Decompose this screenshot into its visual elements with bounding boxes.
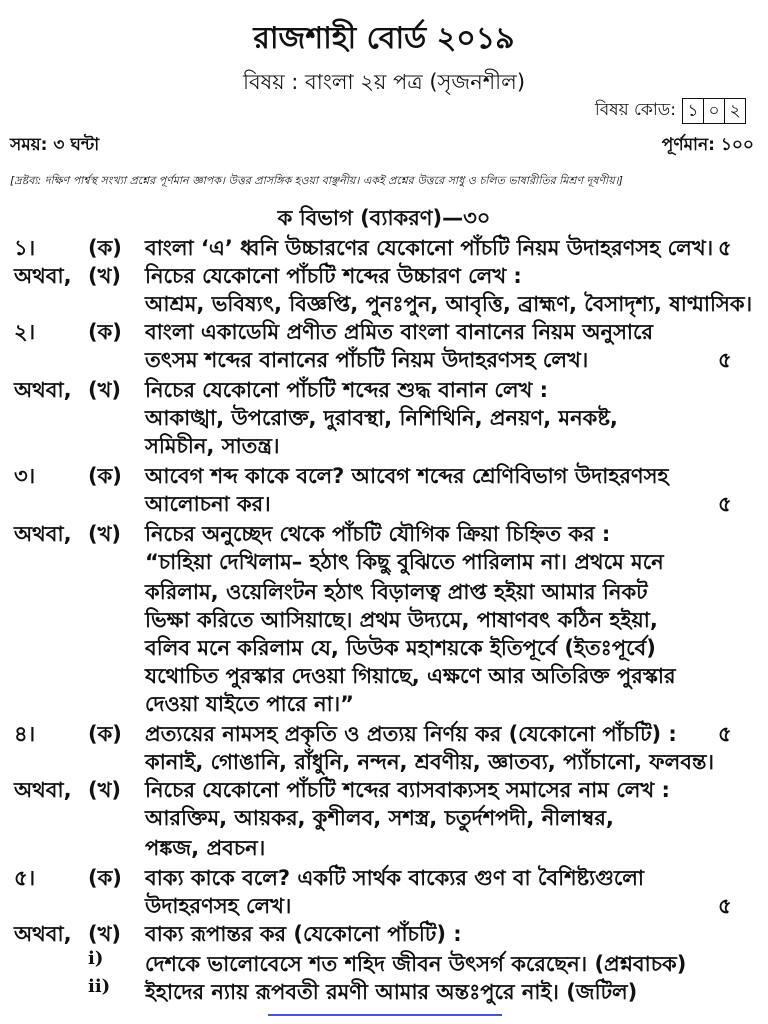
question-number: ১। bbox=[14, 236, 36, 260]
part-label: (ক) bbox=[88, 320, 122, 344]
word-list: সমিচীন, সাতন্ত্র। bbox=[145, 434, 280, 458]
subject-code-boxes bbox=[682, 98, 746, 124]
item-text: ইহাদের ন্যায় রূপবতী রমণী আমার অন্তঃপুরে নাই। (জটিল) bbox=[145, 980, 638, 1004]
passage-text: ভিক্ষা করিতে আসিয়াছে। প্রথম উদ্যমে, পাষাণবৎ কঠিন হইয়া, bbox=[145, 608, 658, 632]
question-text: বাক্য রূপান্তর কর (যেকোনো পাঁচটি) : bbox=[145, 922, 462, 946]
subject-code-label: বিষয় কোড: bbox=[594, 100, 676, 120]
part-label: (খ) bbox=[88, 264, 121, 288]
section-title: ক বিভাগ (ব্যাকরণ)—৩০ bbox=[277, 206, 491, 230]
question-number: ২। bbox=[14, 320, 36, 344]
question-text: বাক্য কাকে বলে? একটি সার্থক বাক্যের গুণ বা বৈশিষ্ট্যগুলো bbox=[145, 866, 645, 890]
question-text: নিচের অনুচ্ছেদ থেকে পাঁচটি যৌগিক ক্রিয়া চিহ্নিত কর : bbox=[145, 522, 611, 546]
part-label: (ক) bbox=[88, 464, 122, 488]
question-text: আবেগ শব্দ কাকে বলে? আবেগ শব্দের শ্রেণিবিভাগ উদাহরণসহ bbox=[145, 464, 669, 488]
part-label: (ক) bbox=[88, 236, 122, 260]
question-text: নিচের যেকোনো পাঁচটি শব্দের উচ্চারণ লেখ : bbox=[145, 264, 522, 288]
part-label: (খ) bbox=[88, 778, 121, 802]
question-marks: ৫ bbox=[718, 722, 732, 746]
question-marks: ৫ bbox=[718, 894, 732, 918]
or-label: অথবা, bbox=[14, 522, 72, 546]
item-label: i) bbox=[88, 948, 104, 969]
word-list: পঙ্কজ, প্রবচন। bbox=[145, 836, 266, 860]
code-digit: ২ bbox=[724, 99, 745, 123]
passage-text: যথোচিত পুরস্কার দেওয়া গিয়াছে, এক্ষণে আর অতিরিক্ত পুরস্কার bbox=[145, 664, 676, 688]
or-label: অথবা, bbox=[14, 378, 72, 402]
code-digit: ১ bbox=[687, 101, 699, 121]
question-number: ৫। bbox=[14, 866, 36, 890]
or-label: অথবা, bbox=[14, 778, 72, 802]
word-list: আশ্রম, ভবিষ্যৎ, বিজ্ঞপ্তি, পুনঃপুন, আবৃত্তি, ব্রাহ্মণ, বৈসাদৃশ্য, ষাণ্মাসিক। bbox=[145, 292, 753, 316]
part-label: (ক) bbox=[88, 866, 122, 890]
question-marks: ৫ bbox=[718, 236, 732, 260]
question-number: ৪। bbox=[14, 722, 36, 746]
question-text: বাংলা ‘এ’ ধ্বনি উচ্চারণের যেকোনো পাঁচটি নিয়ম উদাহরণসহ লেখ। bbox=[145, 236, 714, 260]
item-text: দেশকে ভালোবেসে শত শহিদ জীবন উৎসর্গ করেছেন। (প্রশ্নবাচক) bbox=[145, 952, 687, 976]
word-list: কানাই, গোঙানি, রাঁধুনি, নন্দন, শ্রবণীয়, জ্ঞাতব্য, প্যাঁচানো, ফলবন্ত। bbox=[145, 750, 714, 774]
or-label: অথবা, bbox=[14, 922, 72, 946]
bottom-divider bbox=[268, 1014, 502, 1016]
subject-code bbox=[595, 97, 746, 125]
subject-line: বিষয় : বাংলা ২য় পত্র (সৃজনশীল) bbox=[242, 70, 526, 94]
full-marks: পূর্ণমান: ১০০ bbox=[661, 135, 754, 155]
question-text: উদাহরণসহ লেখ। bbox=[145, 894, 292, 918]
part-label: (খ) bbox=[88, 378, 121, 402]
passage-text: দেওয়া যাইতে পারে না।” bbox=[145, 692, 354, 716]
or-label: অথবা, bbox=[14, 264, 72, 288]
question-text: প্রত্যয়ের নামসহ প্রকৃতি ও প্রত্যয় নির্ণয় কর (যেকোনো পাঁচটি) : bbox=[145, 722, 677, 746]
word-list: আকাঙ্খা, উপরোক্ত, দুরাবস্থা, নিশিথিনি, প্রনয়ণ, মনকষ্ট, bbox=[145, 406, 618, 430]
item-label: ii) bbox=[88, 976, 111, 997]
part-label: (ক) bbox=[88, 722, 122, 746]
question-marks: ৫ bbox=[718, 492, 732, 516]
question-text: তৎসম শব্দের বানানের পাঁচটি নিয়ম উদাহরণসহ লেখ। bbox=[145, 348, 589, 372]
code-digit: ০ bbox=[703, 99, 724, 123]
passage-text: করিলাম, ওয়েলিংটন হঠাৎ বিড়ালত্ব প্রাপ্ত হইয়া আমার নিকট bbox=[145, 580, 648, 604]
question-text: আলোচনা কর। bbox=[145, 492, 271, 516]
word-list: আরক্তিম, আয়কর, কুশীলব, সশস্ত্র, চতুর্দশপদী, নীলাম্বর, bbox=[145, 806, 614, 830]
question-text: বাংলা একাডেমি প্রণীত প্রমিত বাংলা বানানের নিয়ম অনুসারে bbox=[145, 320, 654, 344]
question-number: ৩। bbox=[14, 464, 36, 488]
part-label: (খ) bbox=[88, 922, 121, 946]
instructions-note: [দ্রষ্টব্য: দক্ষিণ পার্শ্বস্থ সংখ্যা প্রশ্নের পূর্ণমান জ্ঞাপক। উত্তর প্রাসঙ্গিক হওয়া বাঞ্ছনীয়। একই প্রশ্নের উত্তরে সাধু ও চলিত ভাষারীতির মিশ্রণ দূষণীয়।] bbox=[10, 174, 623, 187]
question-marks: ৫ bbox=[718, 348, 732, 372]
passage-text: বলিব মনে করিলাম যে, ডিউক মহাশয়কে ইতিপূর্বে (ইতঃপূর্বে) bbox=[145, 636, 656, 660]
question-text: নিচের যেকোনো পাঁচটি শব্দের ব্যাসবাক্যসহ সমাসের নাম লেখ : bbox=[145, 778, 670, 802]
exam-time: সময়: ৩ ঘন্টা bbox=[10, 135, 100, 155]
passage-text: “চাহিয়া দেখিলাম– হঠাৎ কিছু বুঝিতে পারিলাম না। প্রথমে মনে bbox=[145, 550, 664, 574]
question-text: নিচের যেকোনো পাঁচটি শব্দের শুদ্ধ বানান লেখ : bbox=[145, 378, 549, 402]
exam-board-title: রাজশাহী বোর্ড ২০১৯ bbox=[253, 21, 515, 56]
part-label: (খ) bbox=[88, 522, 121, 546]
